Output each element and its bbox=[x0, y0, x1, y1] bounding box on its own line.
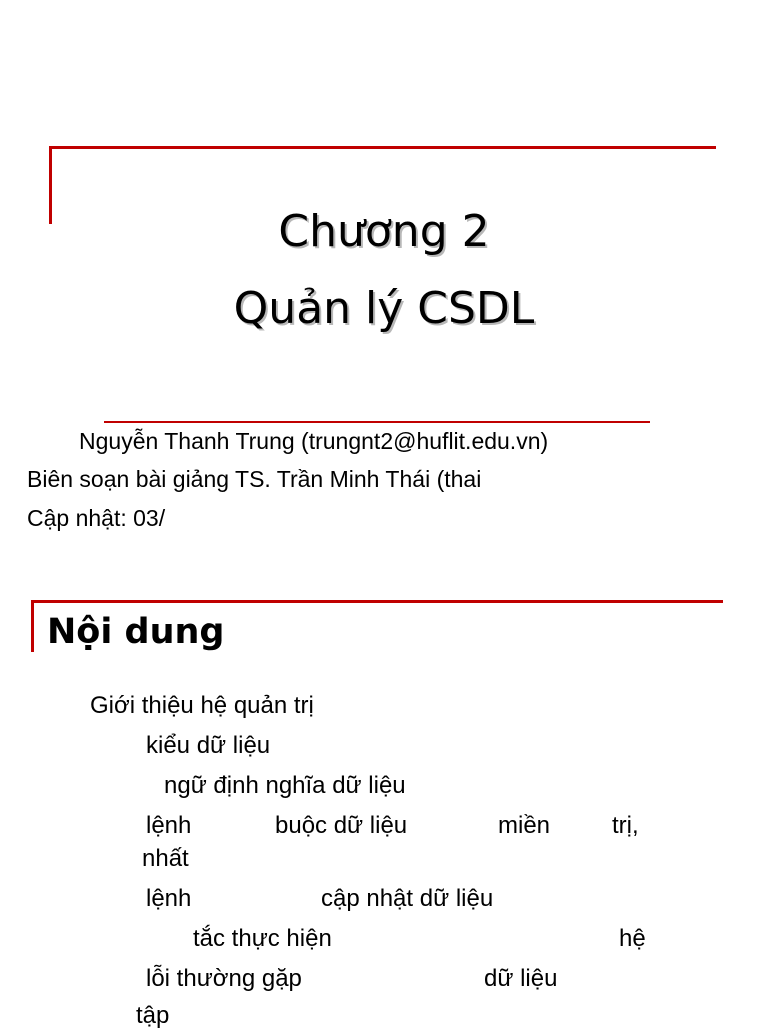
toc-item-part: miền bbox=[498, 812, 551, 839]
updated-line: Cập nhật: 03/ bbox=[27, 505, 166, 531]
toc-item-part: lỗi thường gặp bbox=[146, 965, 302, 992]
section-title: Nội dung bbox=[47, 612, 225, 652]
toc-item-part: tắc thực hiện bbox=[193, 925, 332, 952]
slide-title-chapter: Chương 2 bbox=[278, 206, 490, 257]
toc-item-part: hệ bbox=[619, 925, 646, 952]
slide1-top-rule bbox=[50, 146, 716, 149]
author-line: Nguyễn Thanh Trung (trungnt2@huflit.edu.vn) bbox=[79, 428, 549, 454]
toc-item-part: trị, bbox=[612, 812, 639, 839]
slide2-left-rule bbox=[31, 600, 34, 652]
author-underline bbox=[104, 421, 650, 423]
toc-item: kiểu dữ liệu bbox=[146, 732, 271, 759]
toc-item: Giới thiệu hệ quản trị bbox=[90, 692, 314, 719]
toc-item: ngữ định nghĩa dữ liệu bbox=[164, 772, 406, 799]
compiled-by-line: Biên soạn bài giảng TS. Trần Minh Thái (thai bbox=[27, 466, 482, 492]
toc-item-part: lệnh bbox=[146, 885, 192, 912]
toc-item-part: lệnh bbox=[146, 812, 192, 839]
toc-item-part: dữ liệu bbox=[484, 965, 558, 992]
toc-item-part: cập nhật dữ liệu bbox=[321, 885, 494, 912]
toc-item-continuation: nhất bbox=[142, 845, 189, 872]
slide2-top-rule bbox=[32, 600, 723, 603]
slide-title-subject: Quản lý CSDL bbox=[233, 283, 535, 334]
toc-item-part: buộc dữ liệu bbox=[275, 812, 408, 839]
toc-item: tập bbox=[136, 1002, 170, 1029]
